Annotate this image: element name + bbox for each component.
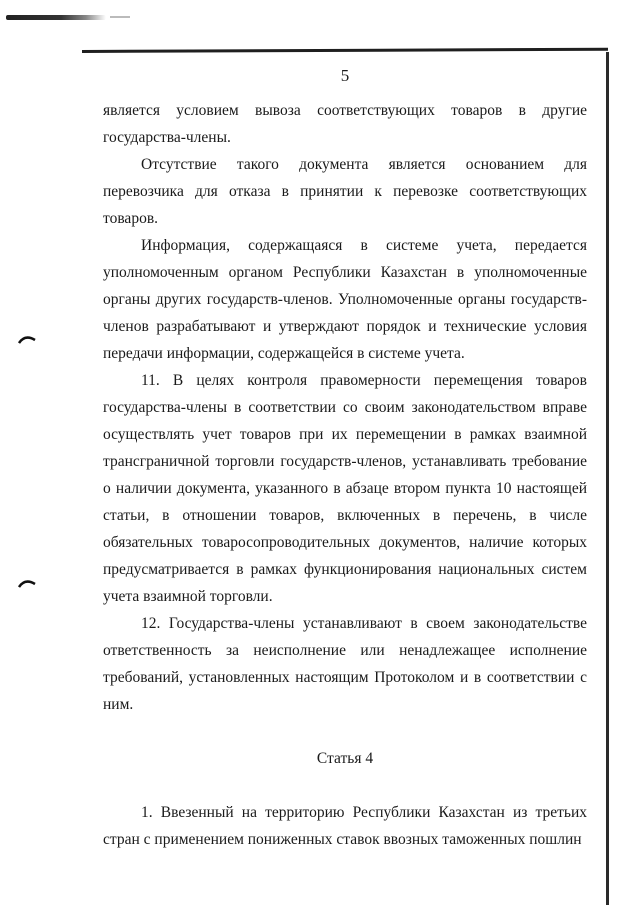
punch-hole-mark-icon xyxy=(18,334,36,344)
scan-artifact-mark xyxy=(6,15,106,20)
article-heading: Статья 4 xyxy=(316,750,374,767)
page-top-border xyxy=(82,48,608,53)
clause-12: 12. Государства-члены устанавливают в своем законодательстве ответственность за неисполнение или ненадлежащее исполнение требований, установленных настоящим Протоколом и в соответствии с ним. xyxy=(103,615,587,713)
paragraph-continuation: является условием вывоза соответствующих товаров в другие государства-члены. xyxy=(103,102,587,146)
paragraph: Отсутствие такого документа является основанием для перевозчика для отказа в принятии к перевозке соответствующих товаров. xyxy=(103,156,587,227)
scan-artifact-mark-faint xyxy=(110,16,130,18)
page-right-border xyxy=(606,52,609,905)
clause-1: 1. Ввезенный на территорию Республики Казахстан из третьих стран с применением пониженных ставок ввозных таможенных пошлин xyxy=(103,804,587,848)
paragraph: Информация, содержащаяся в системе учета, передается уполномоченным органом Республики Казахстан в уполномоченные органы других государств-членов. Уполномоченные органы государств-членов разрабатывают и утверждают порядок и технические условия передачи информации, содержащейся в системе учета. xyxy=(103,237,587,362)
punch-hole-mark-icon xyxy=(18,578,36,588)
document-body xyxy=(103,97,587,853)
page-number: 5 xyxy=(340,66,350,85)
clause-11: 11. В целях контроля правомерности перемещения товаров государства-члены в соответствии со своим законодательством вправе осуществлять учет товаров при их перемещении в рамках взаимной трансграничной торговли государств-членов, устанавливать требование о наличии документа, указанного в абзаце втором пункта 10 настоящей статьи, в отношении товаров, включенных в перечень, в числе обязательных товаросопроводительных документов, наличие которых предусматривается в рамках функционирования национальных систем учета взаимной торговли. xyxy=(103,372,587,605)
